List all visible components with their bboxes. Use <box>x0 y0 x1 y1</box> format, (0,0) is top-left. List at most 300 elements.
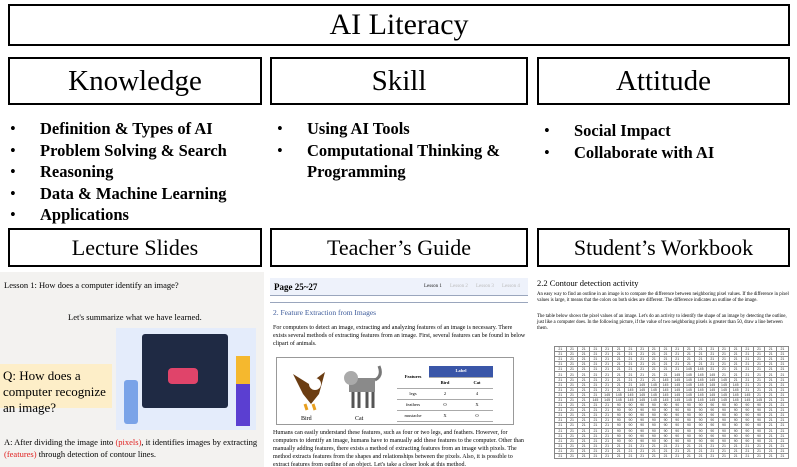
pixel-cell: 21 <box>683 352 695 357</box>
pixel-cell: 90 <box>648 423 660 428</box>
pixel-cell: 90 <box>625 418 637 423</box>
pixel-cell: 21 <box>753 443 765 448</box>
pixel-cell: 21 <box>648 443 660 448</box>
pixel-cell: 21 <box>777 357 789 362</box>
pixel-cell: 21 <box>566 403 578 408</box>
pixel-cell: 21 <box>578 448 590 453</box>
pixel-cell: 21 <box>613 387 625 392</box>
pixel-cell: 145 <box>613 397 625 402</box>
pixel-cell: 21 <box>648 357 660 362</box>
pixel-cell: 90 <box>695 403 707 408</box>
pixel-cell: 90 <box>718 403 730 408</box>
pixel-cell: 21 <box>753 362 765 367</box>
workbook-paragraph: The table below shows the pixel values of an image. Let's do an activity to identify the shape of an image by detecting the outline, just like a computer does. In the following picture, if the value of two neighboring pixels is greater than 50, draw a line between them. <box>537 314 787 331</box>
pixel-cell: 90 <box>706 423 718 428</box>
pixel-cell: 21 <box>601 387 613 392</box>
table-header: Label <box>429 366 493 377</box>
pixel-cell: 21 <box>625 377 637 382</box>
pixel-cell: 90 <box>730 418 742 423</box>
table-row <box>397 399 493 410</box>
pixel-cell: 145 <box>706 372 718 377</box>
pixel-cell: 21 <box>660 443 672 448</box>
pixel-cell: 21 <box>671 367 683 372</box>
pixel-cell: 90 <box>683 418 695 423</box>
pixel-cell: 21 <box>765 392 777 397</box>
pixel-cell: 21 <box>578 352 590 357</box>
pixel-cell: 90 <box>695 428 707 433</box>
pixel-cell: 21 <box>695 352 707 357</box>
pixel-cell: 21 <box>765 423 777 428</box>
pixel-cell: 21 <box>601 357 613 362</box>
pixel-cell: 21 <box>742 352 754 357</box>
pixel-cell: 21 <box>765 377 777 382</box>
pixel-cell: 90 <box>753 438 765 443</box>
pixel-cell: 21 <box>777 408 789 413</box>
pixel-cell: 21 <box>578 387 590 392</box>
pixel-cell: 90 <box>718 433 730 438</box>
guide-paragraph: For computers to detect an image, extracting and analyzing features of an image is necessary. There exists several methods of extracting features from an image. First, several features can be found in below clipart of animals. <box>273 325 526 347</box>
pixel-cell: 21 <box>555 423 567 428</box>
pixel-cell: 21 <box>648 453 660 458</box>
pixel-cell: 90 <box>671 433 683 438</box>
pixel-cell: 90 <box>718 408 730 413</box>
pixel-cell: 90 <box>706 428 718 433</box>
pixel-cell: 21 <box>578 413 590 418</box>
skill-box: Skill <box>270 57 528 105</box>
pixel-cell: 21 <box>578 357 590 362</box>
pixel-cell: 21 <box>578 403 590 408</box>
pixel-cell: 145 <box>730 392 742 397</box>
pixel-cell: 21 <box>706 357 718 362</box>
pixel-cell: 90 <box>753 423 765 428</box>
pixel-cell: 21 <box>566 433 578 438</box>
pixel-cell: 21 <box>578 367 590 372</box>
pixel-cell: 90 <box>648 408 660 413</box>
pixel-cell: 21 <box>718 347 730 352</box>
pixel-cell: 21 <box>706 352 718 357</box>
pixel-cell: 90 <box>718 413 730 418</box>
pixel-cell: 21 <box>601 448 613 453</box>
pixel-cell: 21 <box>555 387 567 392</box>
pixel-cell: 21 <box>765 448 777 453</box>
pixel-cell: 21 <box>730 367 742 372</box>
pixel-cell: 21 <box>625 382 637 387</box>
pixel-cell: 21 <box>671 362 683 367</box>
pixel-cell: 21 <box>590 443 602 448</box>
table-cell: X <box>429 410 461 421</box>
pixel-cell: 21 <box>613 362 625 367</box>
pixel-cell: 21 <box>636 362 648 367</box>
pixel-cell: 21 <box>765 408 777 413</box>
pixel-cell: 21 <box>742 443 754 448</box>
feature-figure <box>276 357 514 425</box>
pixel-cell: 21 <box>613 377 625 382</box>
pixel-cell: 145 <box>625 392 637 397</box>
pixel-cell: 21 <box>718 362 730 367</box>
pixel-cell: 21 <box>613 382 625 387</box>
pixel-cell: 90 <box>613 418 625 423</box>
pixel-cell: 145 <box>742 397 754 402</box>
pixel-cell: 90 <box>730 433 742 438</box>
pixel-cell: 90 <box>730 413 742 418</box>
pixel-cell: 21 <box>601 367 613 372</box>
lecture-slides-label: Lecture Slides <box>8 228 262 267</box>
pixel-cell: 90 <box>613 413 625 418</box>
pixel-cell: 90 <box>718 418 730 423</box>
pixel-cell: 21 <box>566 408 578 413</box>
pixel-cell: 90 <box>730 423 742 428</box>
pixel-cell: 21 <box>730 443 742 448</box>
pixel-cell: 90 <box>625 423 637 428</box>
pixel-cell: 21 <box>613 357 625 362</box>
pixel-cell: 90 <box>660 408 672 413</box>
pixel-cell: 21 <box>648 448 660 453</box>
pixel-cell: 21 <box>777 443 789 448</box>
pixel-cell: 21 <box>777 382 789 387</box>
pixel-cell: 21 <box>683 357 695 362</box>
pixel-cell: 21 <box>660 352 672 357</box>
pixel-cell: 90 <box>636 438 648 443</box>
classroom-illustration <box>116 328 256 430</box>
pixel-cell: 21 <box>555 392 567 397</box>
pixel-cell: 21 <box>742 377 754 382</box>
pixel-cell: 21 <box>625 367 637 372</box>
pixel-cell: 145 <box>706 377 718 382</box>
pixel-cell: 21 <box>777 367 789 372</box>
pixel-cell: 145 <box>660 392 672 397</box>
pixel-cell: 21 <box>718 352 730 357</box>
pixel-cell: 21 <box>601 443 613 448</box>
pixel-cell: 90 <box>613 408 625 413</box>
pixel-cell: 21 <box>590 367 602 372</box>
answer-text: , it identifies images by extracting <box>141 437 258 447</box>
grid-row <box>555 453 789 458</box>
pixel-cell: 90 <box>648 403 660 408</box>
pixel-cell: 21 <box>753 347 765 352</box>
pixel-cell: 90 <box>695 413 707 418</box>
slide-question: Q: How does a computer recognize an image? <box>0 364 112 408</box>
list-item: • Collaborate with AI <box>544 142 714 164</box>
pixel-cell: 21 <box>706 362 718 367</box>
pixel-cell: 21 <box>555 397 567 402</box>
pixel-cell: 21 <box>742 382 754 387</box>
pixel-cell: 21 <box>765 357 777 362</box>
pixel-cell: 21 <box>730 448 742 453</box>
pixel-cell: 21 <box>765 347 777 352</box>
table-row <box>397 410 493 421</box>
lecture-slide-preview <box>0 272 264 467</box>
pixel-cell: 21 <box>660 367 672 372</box>
pixel-cell: 21 <box>660 372 672 377</box>
pixel-cell: 21 <box>648 377 660 382</box>
pixel-cell: 145 <box>753 397 765 402</box>
pixel-cell: 21 <box>765 428 777 433</box>
pixel-cell: 21 <box>777 397 789 402</box>
pixel-cell: 90 <box>660 418 672 423</box>
pixel-cell: 145 <box>660 387 672 392</box>
pixel-cell: 90 <box>742 403 754 408</box>
pixel-cell: 90 <box>730 403 742 408</box>
pixel-cell: 21 <box>636 347 648 352</box>
answer-text: through detection of contour lines. <box>36 449 157 459</box>
workbook-paragraph: An easy way to find an outline in an image is to compare the difference between neighboring pixel values. If the difference in pixel values is large, it means that the colors on both sides are different. The difference indicates an outline of the image. <box>537 292 789 303</box>
pixel-cell: 145 <box>613 392 625 397</box>
pixel-cell: 21 <box>753 377 765 382</box>
pixel-cell: 90 <box>742 438 754 443</box>
pixel-cell: 90 <box>706 408 718 413</box>
pixel-cell: 145 <box>706 382 718 387</box>
pixel-cell: 21 <box>578 408 590 413</box>
pixel-cell: 21 <box>578 438 590 443</box>
pixel-cell: 21 <box>765 453 777 458</box>
pixel-cell: 90 <box>625 428 637 433</box>
attitude-box: Attitude <box>537 57 790 105</box>
pixel-cell: 21 <box>625 453 637 458</box>
pixel-cell: 21 <box>566 372 578 377</box>
pixel-cell: 21 <box>590 352 602 357</box>
pixel-cell: 21 <box>578 347 590 352</box>
pixel-cell: 21 <box>578 453 590 458</box>
table-cell: O <box>461 410 493 421</box>
pixel-cell: 21 <box>753 352 765 357</box>
pixel-cell: 21 <box>566 392 578 397</box>
pixel-cell: 145 <box>730 382 742 387</box>
feature-table <box>397 366 493 422</box>
list-item: • Data & Machine Learning <box>10 183 227 205</box>
pixel-cell: 21 <box>578 443 590 448</box>
pixel-cell: 21 <box>671 453 683 458</box>
pixel-cell: 21 <box>590 433 602 438</box>
pixel-cell: 90 <box>660 423 672 428</box>
pixel-cell: 145 <box>648 382 660 387</box>
pixel-cell: 21 <box>613 347 625 352</box>
pixel-cell: 21 <box>578 377 590 382</box>
pixel-cell: 21 <box>555 433 567 438</box>
pixel-cell: 21 <box>555 367 567 372</box>
pixel-cell: 21 <box>555 448 567 453</box>
pixel-cell: 90 <box>636 408 648 413</box>
pixel-cell: 145 <box>636 382 648 387</box>
list-item: • Social Impact <box>544 120 714 142</box>
pixel-cell: 21 <box>765 372 777 377</box>
pixel-cell: 21 <box>671 347 683 352</box>
pixel-cell: 21 <box>706 453 718 458</box>
pixel-cell: 21 <box>730 347 742 352</box>
pixel-cell: 21 <box>590 357 602 362</box>
pixel-cell: 21 <box>555 357 567 362</box>
pixel-cell: 21 <box>566 347 578 352</box>
pixel-cell: 21 <box>566 362 578 367</box>
pixel-cell: 21 <box>601 453 613 458</box>
robot-illustration <box>124 380 138 424</box>
pixel-cell: 21 <box>590 428 602 433</box>
pixel-cell: 90 <box>706 438 718 443</box>
pixel-cell: 21 <box>555 352 567 357</box>
pixel-cell: 21 <box>566 448 578 453</box>
pixel-cell: 21 <box>601 403 613 408</box>
pixel-cell: 21 <box>660 357 672 362</box>
pixel-cell: 90 <box>648 413 660 418</box>
pixel-cell: 21 <box>613 443 625 448</box>
pixel-cell: 145 <box>671 382 683 387</box>
pixel-cell: 21 <box>765 418 777 423</box>
cat-caption: Cat <box>355 416 364 422</box>
pixel-cell: 21 <box>765 433 777 438</box>
answer-text: A: After dividing the image into <box>4 437 116 447</box>
pixel-cell: 21 <box>578 423 590 428</box>
pixel-cell: 145 <box>625 397 637 402</box>
pixel-cell: 145 <box>718 392 730 397</box>
pixel-cell: 21 <box>636 448 648 453</box>
pixel-cell: 90 <box>636 418 648 423</box>
slide-lesson-title: Lesson 1: How does a computer identify an image? <box>4 280 179 290</box>
pixel-cell: 21 <box>683 443 695 448</box>
pixel-cell: 21 <box>777 413 789 418</box>
pixel-cell: 90 <box>695 423 707 428</box>
pixel-cell: 145 <box>683 397 695 402</box>
pixel-cell: 21 <box>555 347 567 352</box>
pixel-cell: 90 <box>625 433 637 438</box>
pixel-cell: 90 <box>683 403 695 408</box>
pixel-cell: 90 <box>648 438 660 443</box>
pixel-cell: 21 <box>590 423 602 428</box>
pixel-cell: 90 <box>742 413 754 418</box>
pixel-cell: 145 <box>648 387 660 392</box>
pixel-cell: 21 <box>566 377 578 382</box>
pixel-cell: 145 <box>683 377 695 382</box>
table-row <box>397 388 493 399</box>
pixel-cell: 21 <box>636 372 648 377</box>
pixel-cell: 21 <box>636 367 648 372</box>
pixel-cell: 21 <box>706 347 718 352</box>
pixel-cell: 90 <box>671 418 683 423</box>
knowledge-list <box>10 118 227 226</box>
pixel-cell: 90 <box>660 403 672 408</box>
pixel-cell: 21 <box>601 347 613 352</box>
pixel-cell: 21 <box>648 367 660 372</box>
pixel-cell: 90 <box>613 403 625 408</box>
pixel-cell: 145 <box>660 377 672 382</box>
pixel-cell: 90 <box>683 433 695 438</box>
pixel-cell: 90 <box>753 408 765 413</box>
pixel-cell: 21 <box>566 413 578 418</box>
pixel-cell: 21 <box>566 397 578 402</box>
pixel-cell: 90 <box>683 438 695 443</box>
pixel-cell: 90 <box>706 418 718 423</box>
pixel-cell: 21 <box>753 453 765 458</box>
pixel-cell: 21 <box>636 352 648 357</box>
pixel-cell: 21 <box>590 413 602 418</box>
pixel-cell: 21 <box>730 377 742 382</box>
pixel-cell: 21 <box>625 443 637 448</box>
pixel-cell: 21 <box>765 438 777 443</box>
pixel-cell: 90 <box>753 433 765 438</box>
pixel-cell: 90 <box>742 428 754 433</box>
pixel-cell: 145 <box>636 397 648 402</box>
pixel-cell: 21 <box>683 453 695 458</box>
pixel-cell: 21 <box>601 362 613 367</box>
pixel-cell: 90 <box>660 438 672 443</box>
pixel-cell: 21 <box>660 362 672 367</box>
table-cell: legs <box>397 388 429 399</box>
pixel-cell: 21 <box>625 362 637 367</box>
section-title: 2. Feature Extraction from Images <box>270 302 528 323</box>
pixel-cell: 21 <box>601 438 613 443</box>
pixel-cell: 21 <box>590 372 602 377</box>
pixel-cell: 90 <box>695 408 707 413</box>
pixel-cell: 21 <box>683 448 695 453</box>
pixel-cell: 21 <box>777 403 789 408</box>
answer-keyword: (pixels) <box>115 437 142 447</box>
pixel-cell: 90 <box>648 428 660 433</box>
pixel-cell: 21 <box>753 367 765 372</box>
pixel-cell: 21 <box>777 448 789 453</box>
pixel-cell: 145 <box>695 372 707 377</box>
pixel-cell: 21 <box>590 403 602 408</box>
pixel-cell: 90 <box>636 403 648 408</box>
pixel-cell: 21 <box>613 448 625 453</box>
pixel-cell: 21 <box>555 413 567 418</box>
pixel-cell: 21 <box>566 357 578 362</box>
pixel-cell: 21 <box>566 453 578 458</box>
pixel-cell: 21 <box>590 453 602 458</box>
skill-list <box>277 118 517 183</box>
bird-caption: Bird <box>301 416 312 422</box>
pixel-cell: 21 <box>695 453 707 458</box>
pixel-cell: 21 <box>636 453 648 458</box>
pixel-cell: 90 <box>613 423 625 428</box>
pixel-cell: 90 <box>671 413 683 418</box>
table-cell: 2 <box>429 388 461 399</box>
car-illustration <box>168 368 198 384</box>
guide-header <box>270 278 528 296</box>
pixel-cell: 21 <box>777 438 789 443</box>
pixel-cell: 21 <box>718 357 730 362</box>
pixel-cell: 90 <box>742 433 754 438</box>
pixel-cell: 21 <box>625 372 637 377</box>
pixel-cell: 145 <box>683 372 695 377</box>
pixel-cell: 21 <box>777 418 789 423</box>
pixel-cell: 21 <box>671 443 683 448</box>
table-header: Bird <box>429 377 461 388</box>
pixel-cell: 21 <box>777 362 789 367</box>
pixel-cell: 90 <box>636 423 648 428</box>
pixel-cell: 145 <box>730 397 742 402</box>
pixel-cell: 145 <box>695 367 707 372</box>
pixel-cell: 145 <box>660 397 672 402</box>
pixel-cell: 90 <box>660 413 672 418</box>
pixel-cell: 21 <box>742 372 754 377</box>
pixel-cell: 21 <box>555 403 567 408</box>
pixel-cell: 21 <box>578 392 590 397</box>
pixel-cell: 21 <box>695 362 707 367</box>
pixel-cell: 90 <box>753 428 765 433</box>
pixel-cell: 90 <box>613 433 625 438</box>
pixel-cell: 90 <box>683 428 695 433</box>
teachers-guide-preview <box>268 272 530 467</box>
pixel-cell: 21 <box>660 453 672 458</box>
pixel-cell: 90 <box>671 403 683 408</box>
pixel-cell: 21 <box>590 387 602 392</box>
pixel-cell: 21 <box>555 453 567 458</box>
attitude-list <box>544 120 714 163</box>
pixel-cell: 21 <box>706 443 718 448</box>
pixel-cell: 21 <box>566 352 578 357</box>
pixel-cell: 21 <box>718 443 730 448</box>
pixel-cell: 90 <box>683 423 695 428</box>
table-cell: mustache <box>397 410 429 421</box>
pixel-value-grid <box>554 346 789 459</box>
